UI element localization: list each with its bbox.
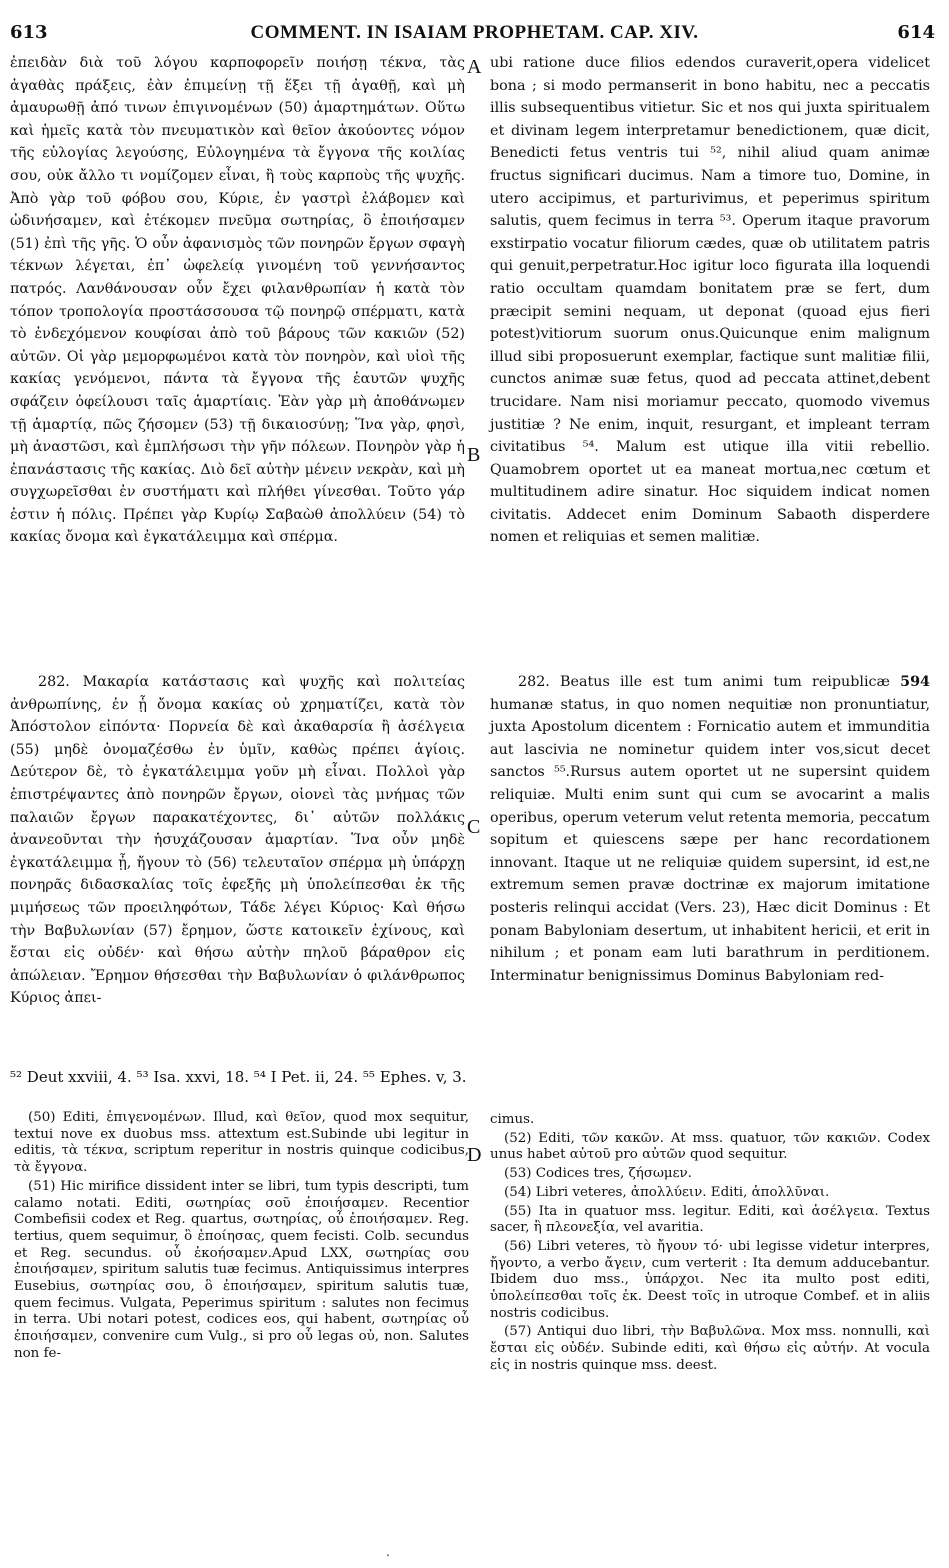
page-number-left: 613 [10,22,48,43]
margin-letter-b: B [467,444,481,466]
greek-column-upper [10,52,465,549]
greek-paragraph-1: ἐπειδὰν διὰ τοῦ λόγου καρποφορεῖν ποιήσῃ τέκνα, τὰς ἀγαθὰς πράξεις, ἐὰν ἐπιμείνῃ τῇ ἕξει τῇ ἀγαθῇ, καὶ μὴ ἀμαυρωθῇ ἀπό τινων ἐπιγινομένων (50) ἁμαρτημάτων. Οὕτω καὶ ἡμεῖς κατὰ τὸν πνευματικὸν καὶ θεῖον ἀκούοντες νόμον τῆς εὐλογίας λεγούσης, Εὐλογημένα τὰ ἔγγονα τῆς κοιλίας σου, οὐκ ἄλλο τι νομίζομεν εἶναι, ἢ τοὺς καρποὺς τῆς ψυχῆς. Ἀπὸ γὰρ τοῦ φόβου σου, Κύριε, ἐν γαστρὶ ἐλάβομεν καὶ ὠδινήσαμεν, καὶ ἐτέκομεν πνεῦμα σωτηρίας, ὃ ἐποιήσαμεν (51) ἐπὶ τῆς γῆς. Ὁ οὖν ἀφανισμὸς τῶν πονηρῶν ἔργων σφαγὴ τέκνων λέγεται, ἐπ᾽ ὠφελείᾳ γινομένη τοῦ γεννήσαντος πατρός. Λανθάνουσαν οὖν ἔχει φιλανθρωπίαν ἡ κατὰ τὸν τόπον τροπολογία προστάσσουσα τῷ πονηρῷ σπέρματι, κατὰ τὸ ἐνδεχόμενον κουφίσαι ἀπὸ τοῦ βάρους τῶν κακιῶν (52) αὐτῶν. Οἱ γὰρ μεμορφωμένοι κατὰ τὸν πονηρὸν, καὶ υἱοὶ τῆς κακίας γενόμενοι, πάντα τὰ ἔγγονα τῆς ἑαυτῶν ψυχῆς σφάζειν ὀφείλουσι ταῖς ἁμαρτίαις. Ἐὰν γὰρ μὴ ἀποθάνωμεν τῇ ἁμαρτίᾳ, πῶς ζήσομεν (53) τῇ δικαιοσύνῃ; Ἵνα γὰρ, φησὶ, μὴ ἀναστῶσι, καὶ ἐμπλήσωσι τὴν γῆν πόλεων. Πονηρὸν γὰρ ἡ ἐπανάστασις τῆς κακίας. Διὸ δεῖ αὐτὴν μένειν νεκρὰν, καὶ μὴ συγχωρεῖσθαι ἐν συστήματι καὶ πλήθει γίνεσθαι. Τοῦτο γάρ ἐστιν ἡ πόλις. Πρέπει γὰρ Κυρίῳ Σαβαὼθ ἀπολλύειν (54) τὸ κακίας ὄνομα καὶ ἐγκατάλειμμα καὶ σπέρμα. [10,55,465,546]
margin-letter-d: D [467,1144,482,1166]
note-55: (55) Ita in quatuor mss. legitur. Editi, καὶ ἀσέλγεια. Textus sacer, ἢ πλεονεξία, vel avaritia. [490,1203,930,1236]
latin-column-upper [490,52,930,549]
page-header [0,22,949,46]
notes-right-column [490,1112,930,1377]
note-51: (51) Hic mirifice dissident inter se libri, tum typis descripti, tum calamo notati. Editi, σωτηρίας σοῦ ἐποιήσαμεν. Recentior Combefisii codex et Reg. quartus, σωτηρίας, οὗ ἐποιήσαμεν. Reg. tertius, quem sequimur, ὃ ἐποίησας, quem fecisti. Colb. secundus et Reg. secundus. οὗ ἐκοήσαμεν.Apud LXX, σωτηρίας σου ἐποιήσαμεν, spiritum salutis tuæ fecimus. Antiquissimus interpres Eusebius, σωτηρίας σου, ὃ ἐποιήσαμεν, spiritum salutis tuæ, quem fecimus. Vulgata, Peperimus spiritum : salutes non fecimus in terra. Ubi notari potest, codices eos, qui habent, σωτηρίας οὗ ἐποιήσαμεν, convenire cum Vulg., si pro οὗ legas οὐ, non. Salutes non fe- [14,1178,469,1361]
scripture-references: ⁵² Deut xxviii, 4. ⁵³ Isa. xxvi, 18. ⁵⁴ I Pet. ii, 24. ⁵⁵ Ephes. v, 3. [10,1068,467,1086]
paragraph-number: 282. [518,674,550,690]
note-51-continued: cimus. [490,1112,535,1127]
latin-paragraph-2-start: Beatus ille est tum animi tum reipublicæ [560,674,890,690]
greek-paragraph-2: 282. Μακαρία κατάστασις καὶ ψυχῆς καὶ πολιτείας ἀνθρωπίνης, ἐν ᾗ ὄνομα κακίας οὐ χρηματίζει, κατὰ τὸν Ἀπόστολον εἰπόντα· Πορνεία δὲ καὶ ἀκαθαρσία ἢ ἀσέλγεια (55) μηδὲ ὀνομαζέσθω ἐν ὑμῖν, καθὼς πρέπει ἁγίοις. Δεύτερον δὲ, τὸ ἐγκατάλειμμα γοῦν μὴ εἶναι. Πολλοὶ γὰρ ἐπιστρέψαντες ἀπὸ πονηρῶν ἔργων, οἱονεὶ τὰς μνήμας τῶν παλαιῶν ἔργων παρακατέχοντες, δι᾽ αὐτῶν πολλάκις ἀνανεοῦνται τὴν ἡσυχάζουσαν ἁμαρτίαν. Ἵνα οὖν μηδὲ ἐγκατάλειμμα ᾖ, ἤγουν τὸ (56) τελευταῖον σπέρμα μὴ ὑπάρχῃ πονηρᾶς διδασκαλίας τοῖς ἐφεξῆς μὴ ὑπολείπεσθαι ἐκ τῆς μιμήσεως τῶν προειληφότων, Τάδε λέγει Κύριος· Καὶ θήσω τὴν Βαβυλωνίαν (57) ἔρημον, ὥστε κατοικεῖν ἐχίνους, καὶ ἔσται εἰς οὐδέν· καὶ θήσω αὐτὴν πηλοῦ βάραθρον εἰς ἀπώλειαν. Ἔρημον θήσεσθαι τὴν Βαβυλωνίαν ὁ φιλάνθρωπος Κύριος ἀπει- [10,674,465,1007]
note-50: (50) Editi, ἐπιγενομένων. Illud, καὶ θεῖον, quod mox sequitur, textui nove ex duobus mss. attextum est.Subinde ubi legitur in editis, τὰ τέκνα, scriptum reperitur in nostris quinque codicibus, τὰ ἔγγονα. [14,1110,469,1176]
column-marker: 594 [900,674,930,690]
running-title: COMMENT. IN ISAIAM PROPHETAM. CAP. XIV. [250,22,699,43]
note-56: (56) Libri veteres, τὸ ἤγουν τό· ubi legisse videtur interpres, ἤγοντο, a verbo ἄγειν, cum verterit : Ita demum adducebantur. Ibidem duo mss., ὑπάρχοι. Nec ita multo post editi, ὑπολείπεσθαι τοῖς ἐκ. Deest τοῖς in utroque Combef. et in aliis nostris codicibus. [490,1238,930,1321]
note-52: (52) Editi, τῶν κακῶν. At mss. quatuor, τῶν κακιῶν. Codex unus habet αὐτοῦ pro αὐτῶν quod sequitur. [490,1130,930,1163]
note-57: (57) Antiqui duo libri, τὴν Βαβυλῶνα. Mox mss. nonnulli, καὶ ἔσται εἰς οὐδέν. Subinde editi, καὶ θήσω εἰς αὐτήν. At vocula εἰς in nostris quinque mss. deest. [490,1324,930,1373]
latin-paragraph-2 [490,671,930,987]
notes-left-column [14,1110,469,1365]
latin-column-lower [490,671,930,987]
margin-letter-c: C [467,816,481,838]
margin-letter-a: A [467,56,482,78]
note-54: (54) Libri veteres, ἀπολλύειν. Editi, ἀπολλῦναι. [504,1184,830,1200]
page-number-right: 614 [897,22,935,43]
note-53: (53) Codices tres, ζήσωμεν. [504,1166,692,1182]
latin-paragraph-1: ubi ratione duce filios edendos curaverit,opera videlicet bona ; si modo permanserit in bono habitu, nec a peccatis illis subsequentibus vitietur. Sic et nos qui juxta spiritualem et divinam legem interpretamur benedictionem, quæ dicit, Benedicti fetus ventris tui ⁵², nihil aliud quam animæ fructus significari ducimus. Nam a timore tuo, Domine, in utero accipimus, et parturivimus, et peperimus spiritum salutis, quem fecimus in terra ⁵³. Operum itaque pravorum exstirpatio vocatur filiorum cædes, quæ ob utilitatem patris qui genuit,perpetratur.Hoc igitur loco figurata illa loquendi ratio occultam quamdam bonitatem præ se fert, dum præcipit semini nequam, ut deponat (quoad ejus fieri potest)vitiorum suorum onus.Quicunque enim malignum illud sibi proposuerunt exemplar, factique sunt malitiæ filii, cunctos animæ suæ fetus, quod ad peccata attinet,debent trucidare. Nam nisi moriamur peccato, quomodo vivemus justitiæ ? Ne enim, inquit, resurgant, et impleant terram civitatibus ⁵⁴. Malum est utique illa vitii rebellio. Quamobrem oportet ut ea maneat mortua,nec cœtum et multitudinem adire sinatur. Hoc siquidem indicat nomen civitatis. Addecet enim Dominum Sabaoth disperdere nomen et reliquias et semen malitiæ. [490,55,930,546]
greek-column-lower [10,671,465,1010]
bottom-mark: . [386,1545,390,1559]
latin-paragraph-2-rest: humanæ status, in quo nomen nequitiæ non pronuntiatur, juxta Apostolum dicentem : Fornicatio autem et immunditia aut lascivia ne nominetur quidem inter vos,sicut decet sanctos ⁵⁵.Rursus autem oportet ut ne supersint quidem reliquiæ. Multi enim sunt qui cum se avocarint a malis operibus, operum veterum velut retenta memoria, peccatum sopitum et quiescens sæpe per hanc recordationem innovant. Itaque ut ne reliquiæ quidem supersint, id est,ne extremum semen pravæ doctrinæ ex majorum imitatione posteris relinqui accidat (Vers. 23), Hæc dicit Dominus : Et ponam Babyloniam desertum, ut inhabitent hericii, et erit in nihilum ; et ponam eam luti barathrum in perditionem. Interminatur benignissimus Dominus Babyloniam red- [490,696,930,984]
